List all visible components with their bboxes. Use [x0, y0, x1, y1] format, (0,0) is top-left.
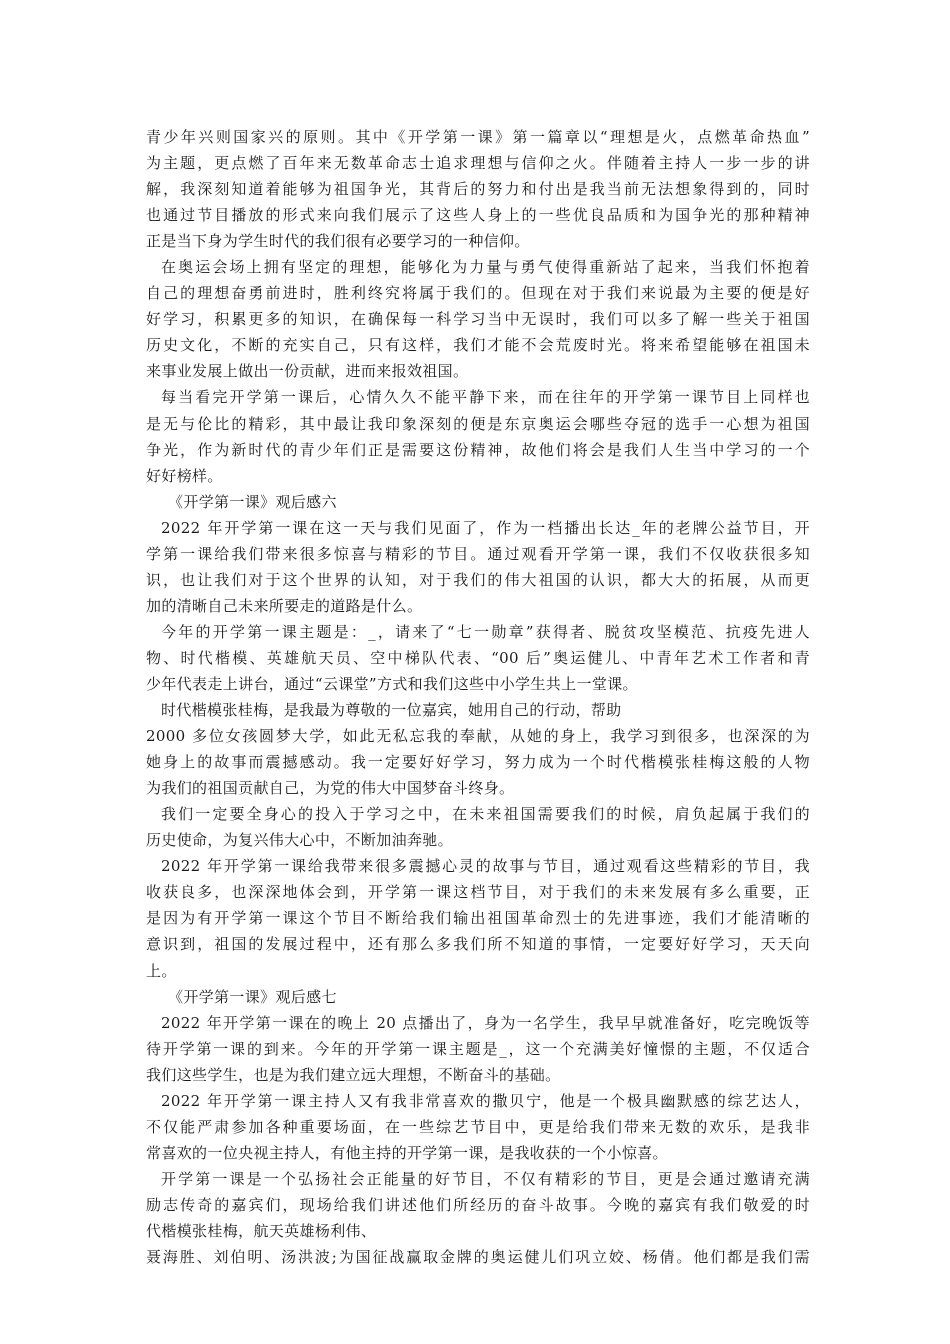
text-line: 2022 年开学第一课给我带来很多震撼心灵的故事与节目，通过观看这些精彩的节目，我 — [161, 857, 810, 876]
text-line: 我们这些学生，也是为我们建立远大理想，不断奋斗的基础。 — [146, 1065, 561, 1084]
text-line: 自己的理想奋勇前进时，胜利终究将属于我们的。但现在对于我们来说最为主要的便是好 — [146, 284, 810, 303]
text-line: 时代楷模张桂梅，是我最为尊敬的一位嘉宾，她用自己的行动，帮助 — [161, 701, 622, 720]
text-line: 历史使命，为复兴伟大心中，不断加油奔驰。 — [146, 831, 454, 850]
text-line: 是因为有开学第一课这个节目不断给我们输出祖国革命烈士的先进事迹，我们才能清晰的 — [146, 909, 810, 928]
text-line: 正是当下身为学生时代的我们很有必要学习的一种信仰。 — [146, 232, 530, 251]
text-line: 代楷模张桂梅，航天英雄杨利伟、 — [146, 1221, 377, 1240]
text-line: 她身上的故事而震撼感动。我一定要好好学习，努力成为一个时代楷模张桂梅这般的人物 — [146, 753, 810, 772]
text-line: 为主题，更点燃了百年来无数革命志士追求理想与信仰之火。伴随着主持人一步一步的讲 — [146, 154, 810, 173]
text-line: 开学第一课是一个弘扬社会正能量的好节目，不仅有精彩的节目，更是会通过邀请充满 — [161, 1169, 810, 1188]
section-heading: 《开学第一课》观后感六 — [168, 492, 337, 511]
text-line: 学第一课给我们带来很多惊喜与精彩的节目。通过观看开学第一课，我们不仅收获很多知 — [146, 544, 810, 563]
text-line: 2022 年开学第一课在这一天与我们见面了，作为一档播出长达_年的老牌公益节目，开 — [161, 518, 810, 537]
text-line: 来事业发展上做出一份贡献，进而来报效祖国。 — [146, 362, 469, 381]
text-line: 是无与伦比的精彩，其中最让我印象深刻的便是东京奥运会哪些夺冠的选手一心想为祖国 — [146, 414, 810, 433]
text-line: 历史文化，不断的充实自己，只有这样，我们才能不会荒废时光。将来希望能够在祖国未 — [146, 336, 810, 355]
text-line: 加的清晰自己未来所要走的道路是什么。 — [146, 596, 423, 615]
text-line: 上。 — [146, 961, 177, 980]
text-line: 青少年兴则国家兴的原则。其中《开学第一课》第一篇章以“理想是火，点燃革命热血” — [146, 128, 810, 146]
text-line: 为我们的祖国贡献自己，为党的伟大中国梦奋斗终身。 — [146, 779, 515, 798]
text-line: 聂海胜、刘伯明、汤洪波;为国征战赢取金牌的奥运健儿们巩立姣、杨倩。他们都是我们需 — [146, 1248, 810, 1267]
text-line: 识，也让我们对于这个世界的认知，对于我们的伟大祖国的认识，都大大的拓展，从而更 — [146, 570, 810, 589]
text-line: 解，我深刻知道着能够为祖国争光，其背后的努力和付出是我当前无法想象得到的，同时 — [146, 180, 810, 199]
text-line: 今年的开学第一课主题是：_，请来了“七一勋章”获得者、脱贫攻坚模范、抗疫先进人 — [161, 622, 810, 641]
text-line: 也通过节目播放的形式来向我们展示了这些人身上的一些优良品质和为国争光的那种精神 — [146, 206, 810, 225]
text-line: 意识到，祖国的发展过程中，还有那么多我们所不知道的事情，一定要好好学习，天天向 — [146, 935, 810, 954]
text-line: 收获良多，也深深地体会到，开学第一课这档节目，对于我们的未来发展有多么重要，正 — [146, 883, 810, 902]
text-line: 常喜欢的一位央视主持人，有他主持的开学第一课，是我收获的一个小惊喜。 — [146, 1143, 668, 1162]
text-line: 每当看完开学第一课后，心情久久不能平静下来，而在往年的开学第一课节目上同样也 — [161, 388, 810, 407]
text-line: 待开学第一课的到来。今年的开学第一课主题是_，这一个充满美好憧憬的主题，不仅适合 — [146, 1039, 810, 1058]
text-line: 2022 年开学第一课在的晚上 20 点播出了，身为一名学生，我早早就准备好，吃完晚饭等 — [161, 1013, 810, 1032]
document-body — [146, 124, 810, 1270]
text-line: 好学习，积累更多的知识，在确保每一科学习当中无误时，我们可以多了解一些关于祖国 — [146, 310, 810, 329]
text-line: 好好榜样。 — [146, 466, 223, 485]
text-line: 我们一定要全身心的投入于学习之中，在未来祖国需要我们的时候，肩负起属于我们的 — [161, 805, 810, 824]
section-heading: 《开学第一课》观后感七 — [168, 987, 337, 1006]
text-line: 物、时代楷模、英雄航天员、空中梯队代表、“00 后”奥运健儿、中青年艺术工作者和青 — [146, 648, 810, 667]
text-line: 2000 多位女孩圆梦大学，如此无私忘我的奉献，从她的身上，我学习到很多，也深深的为 — [146, 727, 810, 746]
text-line: 争光，作为新时代的青少年们正是需要这份精神，故他们将会是我们人生当中学习的一个 — [146, 440, 810, 459]
text-line: 少年代表走上讲台，通过“云课堂”方式和我们这些中小学生共上一堂课。 — [146, 674, 638, 693]
text-line: 不仅能严肃参加各种重要场面，在一些综艺节目中，更是给我们带来无数的欢乐，是我非 — [146, 1117, 810, 1136]
text-line: 2022 年开学第一课主持人又有我非常喜欢的撒贝宁，他是一个极具幽默感的综艺达人， — [161, 1091, 810, 1110]
text-line: 在奥运会场上拥有坚定的理想，能够化为力量与勇气使得重新站了起来，当我们怀抱着 — [161, 258, 810, 277]
text-line: 励志传奇的嘉宾们，现场给我们讲述他们所经历的奋斗故事。今晚的嘉宾有我们敬爱的时 — [146, 1195, 810, 1214]
